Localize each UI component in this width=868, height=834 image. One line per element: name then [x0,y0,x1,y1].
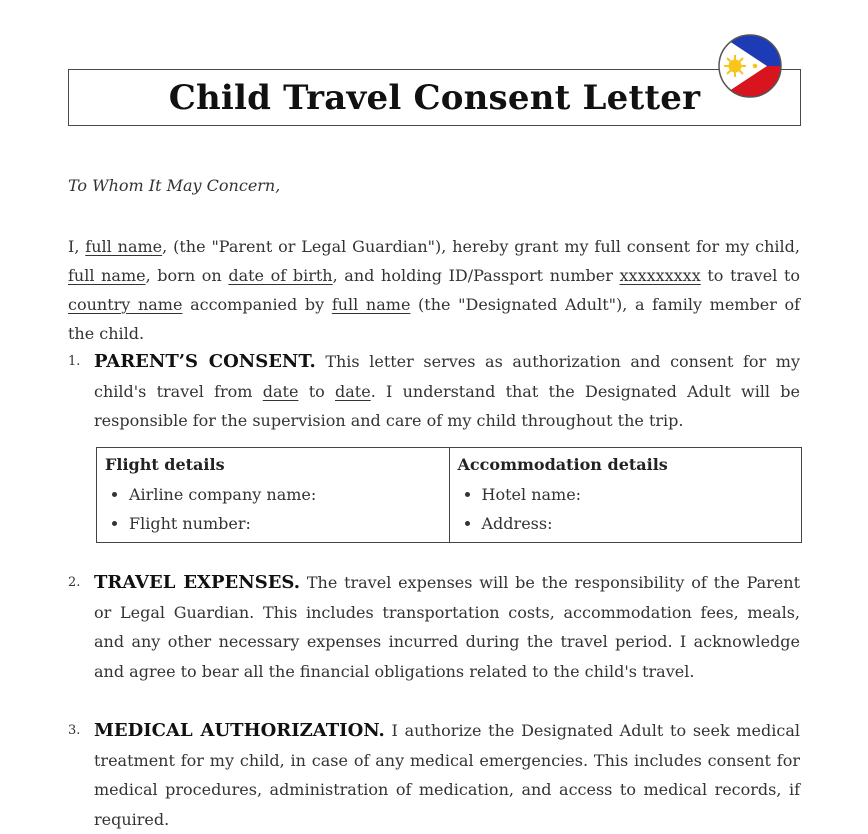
flight-details-cell [97,448,450,543]
passport-number-field: xxxxxxxxx [619,266,701,285]
designated-adult-name-field: full name [331,295,411,314]
list-item: • Address: [482,509,794,538]
parent-name-field: full name [85,237,163,256]
title-box [68,69,801,126]
date-of-birth-field: date of birth [228,266,333,285]
child-name-field: full name [68,266,146,285]
list-item: • Airline company name: [129,480,441,509]
section-heading: TRAVEL EXPENSES. [94,572,301,593]
section-number: 2. [68,575,81,590]
section-travel-expenses: 2. TRAVEL EXPENSES. The travel expenses will be the responsibility of the Parent or Legal Guardian. This includes transportation costs, accommodation fees, meals, and any other necessary expenses incurred during the travel period. I acknowledge and agree to bear all the financial obligations related to the child's travel. [68,568,800,686]
travel-details-table [96,447,802,543]
end-date-field: date [335,381,371,401]
section-medical-authorization: 3. MEDICAL AUTHORIZATION. I authorize the Designated Adult to seek medical treatment for my child, in case of any medical emergencies. This includes consent for medical procedures, administration of medication, and access to medical records, if required. [68,716,800,834]
section-parents-consent: 1. PARENT’S CONSENT. This letter serves as authorization and consent for my child's travel from date to date. I understand that the Designated Adult will be responsible for the supervision and care of my child throughout the trip. [68,347,800,436]
section-number: 1. [68,354,81,369]
country-name-field: country name [68,295,183,314]
accommodation-details-cell [449,448,802,543]
section-number: 3. [68,723,81,738]
flight-details-header: Flight details [105,455,225,474]
list-item: • Flight number: [129,509,441,538]
section-heading: PARENT’S CONSENT. [94,351,316,372]
philippines-flag-icon [717,33,783,99]
list-item: • Hotel name: [482,480,794,509]
section-heading: MEDICAL AUTHORIZATION. [94,720,385,741]
intro-paragraph: I, full name, (the "Parent or Legal Guardian"), hereby grant my full consent for my child, full name, born on date of birth, and holding ID/Passport number xxxxxxxxx to travel to country name accompanied by full name (the "Designated Adult"), a family member of the child. [68,237,801,343]
salutation: To Whom It May Concern, [68,176,281,195]
accommodation-details-header: Accommodation details [457,455,668,474]
start-date-field: date [262,381,299,401]
document-title: Child Travel Consent Letter [168,77,701,118]
